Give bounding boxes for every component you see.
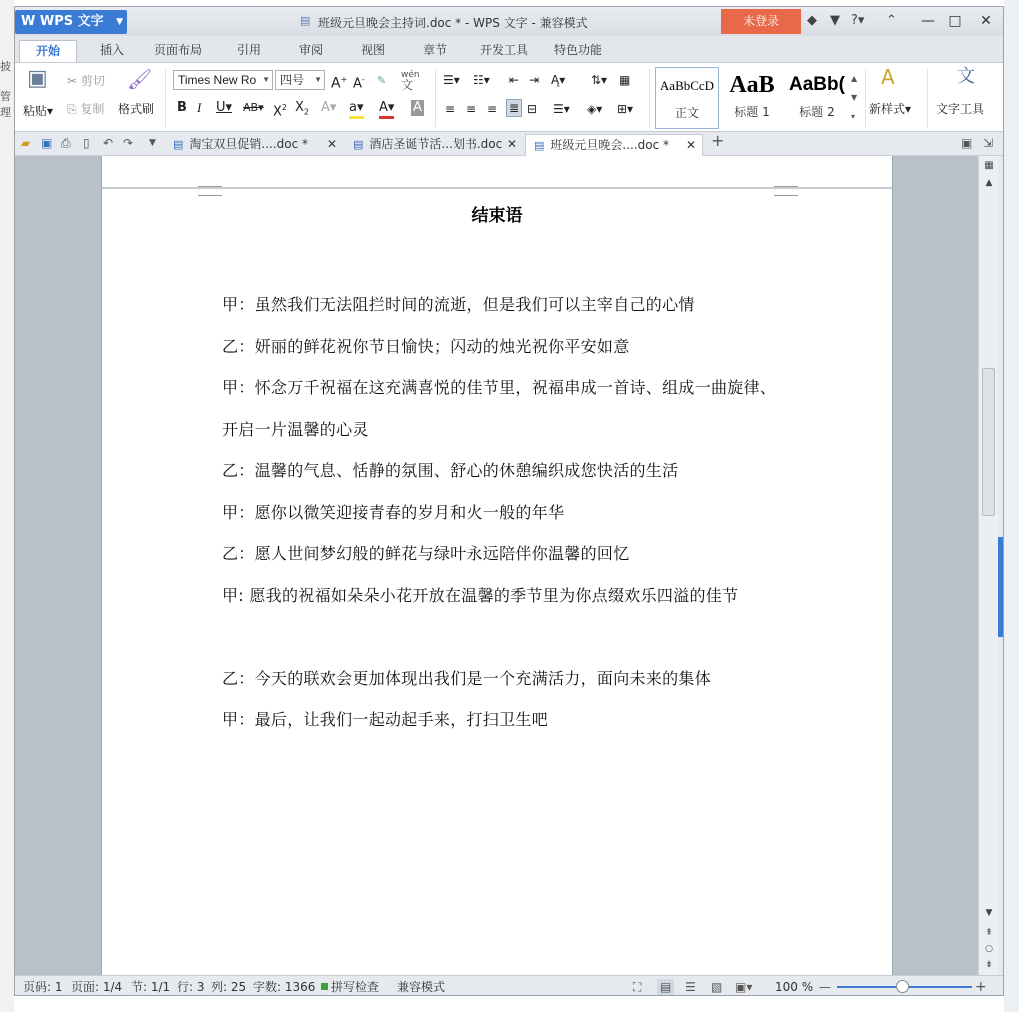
doc-tab[interactable]: ▤ 淘宝双旦促销....doc * ✕ — [165, 134, 343, 156]
justify-icon[interactable]: ≣ — [506, 99, 522, 117]
paragraph: 甲: 愿我的祝福如朵朵小花开放在温馨的季节里为你点缀欢乐四溢的佳节 — [222, 585, 739, 605]
paragraph: 乙：妍丽的鲜花祝你节日愉快；闪动的烛光祝你平安如意 — [222, 336, 630, 356]
window-title: 班级元旦晚会主持词.doc * - WPS 文字 - 兼容模式 — [318, 16, 588, 30]
scroll-down-icon[interactable]: ▼ — [985, 908, 993, 918]
help-icon[interactable]: ?▾ — [851, 13, 865, 28]
bullet-list-icon[interactable]: ☰▾ — [443, 73, 460, 87]
shrink-font-icon[interactable]: A- — [353, 75, 365, 92]
doc-tab[interactable]: ▤ 酒店圣诞节活...划书.doc ✕ — [345, 134, 523, 156]
style-normal[interactable]: AaBbCcD 正文 — [655, 67, 719, 129]
paste-icon[interactable]: ▣ — [27, 66, 48, 91]
divider — [927, 69, 928, 127]
distribute-icon[interactable]: ⊟ — [527, 102, 538, 116]
app-name: WPS 文字 — [39, 14, 104, 29]
strikethrough-icon[interactable]: AB▾ — [243, 101, 264, 114]
side-panel-toggle[interactable] — [998, 537, 1003, 637]
style-heading-1[interactable]: AaB 标题 1 — [721, 67, 783, 129]
doc-icon: ▤ — [534, 139, 545, 152]
print-icon[interactable]: ⎙ — [61, 136, 71, 150]
background-text: 披 — [0, 60, 11, 73]
underline-icon[interactable]: U▾ — [216, 100, 233, 115]
cut-button[interactable]: ✂ 剪切 — [67, 74, 105, 88]
text-tools-icon[interactable]: 文 — [957, 66, 975, 87]
zoom-out-icon[interactable]: — — [819, 980, 831, 994]
document-workspace — [15, 156, 1003, 975]
phonetic-guide-icon: 文 — [401, 78, 414, 92]
open-folder-icon[interactable]: ▰ — [21, 136, 31, 150]
print-preview-icon[interactable]: ▯ — [83, 136, 90, 150]
borders-icon[interactable]: ⊞▾ — [617, 102, 634, 116]
close-tab-icon[interactable]: ✕ — [326, 137, 337, 151]
tab-home[interactable]: 开始 — [19, 40, 77, 62]
spell-check-status-icon — [321, 983, 328, 990]
divider — [865, 69, 866, 127]
divider — [649, 69, 650, 127]
subscript-icon[interactable]: $X_2$ — [295, 100, 309, 117]
new-style-icon[interactable]: A — [881, 65, 895, 89]
new-tab-icon[interactable]: + — [711, 131, 725, 150]
page-break-line — [102, 187, 892, 189]
grow-font-icon[interactable]: A+ — [331, 75, 348, 92]
paragraph: 甲：怀念万千祝福在这充满喜悦的佳节里，祝福串成一首诗、组成一曲旋律、开启一片温馨的心灵 — [222, 378, 777, 439]
clear-format-icon[interactable]: ✎ — [377, 74, 387, 87]
text-effect-icon[interactable]: A▾ — [321, 100, 337, 115]
paragraph: 乙：温馨的气息、恬静的氛围、舒心的休憩编织成您快活的生活 — [222, 461, 679, 480]
divider — [165, 69, 166, 127]
tab-review[interactable]: 审阅 — [298, 43, 323, 57]
sort-icon[interactable]: ⇅▾ — [591, 73, 608, 87]
style-scroll-icon[interactable]: ▲ ▼ ▾ — [851, 74, 858, 121]
save-icon[interactable]: ▣ — [41, 136, 53, 150]
scissors-icon: ✂ — [67, 74, 81, 88]
prev-page-icon[interactable]: ⇞ — [985, 928, 993, 938]
maximize-button[interactable]: □ — [948, 13, 962, 29]
tab-special-features[interactable]: 特色功能 — [553, 43, 602, 57]
zoom-level[interactable]: 100 % — [775, 980, 814, 994]
chevron-down-icon: ▼ — [314, 75, 322, 84]
title-bar — [15, 7, 1003, 36]
app-menu-button[interactable] — [15, 10, 127, 34]
status-word-count[interactable]: 字数: 1366 — [253, 980, 316, 994]
doc-icon: ▤ — [353, 138, 364, 151]
skin-icon[interactable]: ◆ — [807, 13, 817, 28]
status-compat-mode: 兼容模式 — [397, 980, 446, 994]
background-text: 管理 — [0, 90, 11, 119]
spell-check-toggle[interactable]: 拼写检查 — [321, 979, 379, 995]
paragraph: 乙：今天的联欢会更加体现出我们是一个充满活力，面向未来的集体 — [222, 668, 712, 688]
tab-list-icon[interactable]: ▣ — [961, 136, 973, 150]
page-view-icon[interactable]: ▤ — [657, 979, 674, 995]
copy-icon: ⎘ — [67, 102, 81, 116]
font-name-select[interactable]: Times New Ro ▼ — [173, 70, 273, 90]
style-heading-2[interactable]: AaBb( 标题 2 — [785, 67, 849, 129]
chevron-down-icon: ▼ — [116, 17, 123, 27]
copy-button[interactable]: ⎘ 复制 — [67, 102, 105, 116]
full-screen-icon[interactable]: ⛶ — [633, 980, 642, 994]
status-section: 节: 1/1 — [131, 980, 171, 994]
minimize-button[interactable]: — — [921, 13, 935, 29]
background-window-fragment — [0, 0, 14, 1012]
tab-view[interactable]: 视图 — [360, 43, 385, 57]
wps-window — [14, 6, 1004, 996]
tab-options-icon[interactable]: ⇲ — [983, 136, 994, 150]
shirt-icon[interactable]: ▼ — [830, 13, 840, 28]
ribbon — [15, 62, 1003, 132]
status-page-count: 页面: 1/4 — [71, 980, 123, 994]
increase-indent-icon[interactable]: ⇥ — [529, 73, 540, 87]
numbered-list-icon[interactable]: ☷▾ — [473, 73, 490, 87]
browse-object-icon[interactable]: ○ — [985, 944, 993, 954]
tab-chapter[interactable]: 章节 — [422, 43, 447, 57]
status-bar — [15, 975, 1003, 996]
doc-icon: ▤ — [173, 138, 184, 151]
document-tab-bar — [15, 132, 1003, 156]
redo-icon[interactable]: ↷ — [123, 136, 134, 150]
vertical-scrollbar[interactable] — [978, 156, 998, 975]
split-view-icon[interactable]: ▦ — [984, 160, 994, 171]
zoom-slider-thumb[interactable] — [896, 980, 909, 993]
new-style-button[interactable]: 新样式▾ — [869, 102, 912, 116]
format-painter-button[interactable]: 格式刷 — [118, 102, 155, 116]
paragraph: 乙：愿人世间梦幻般的鲜花与绿叶永远陪伴你温馨的回忆 — [222, 544, 630, 563]
decrease-indent-icon[interactable]: ⇤ — [509, 73, 520, 87]
superscript-icon[interactable]: $X^2$ — [273, 103, 287, 120]
close-tab-icon[interactable]: ✕ — [506, 137, 517, 151]
paragraph-shading-icon[interactable]: ◈▾ — [587, 102, 603, 116]
align-right-icon[interactable]: ≡ — [487, 102, 498, 116]
align-left-icon[interactable]: ≡ — [445, 102, 456, 116]
document-icon: ▤ — [300, 14, 311, 27]
bold-icon[interactable]: B — [177, 100, 187, 115]
tab-developer[interactable]: 开发工具 — [479, 43, 528, 57]
text-direction-icon[interactable]: Ą▾ — [551, 73, 566, 87]
align-center-icon[interactable]: ≡ — [466, 102, 477, 116]
format-painter-icon[interactable]: 🖌 — [127, 67, 153, 91]
zoom-in-icon[interactable]: + — [975, 979, 987, 995]
collapse-ribbon-icon[interactable]: ⌃ — [886, 13, 897, 28]
scroll-thumb[interactable] — [982, 368, 995, 516]
status-column: 列: 25 — [211, 980, 247, 994]
wps-logo-icon: W — [21, 14, 40, 29]
login-button[interactable]: 未登录 — [721, 9, 801, 34]
quick-access-chevron-icon[interactable]: ▼ — [149, 138, 156, 148]
status-page-number: 页码: 1 — [23, 980, 63, 994]
paragraph: 甲：愿你以微笑迎接青春的岁月和火一般的年华 — [222, 502, 565, 522]
text-tools-button[interactable]: 文字工具 — [936, 102, 985, 116]
line-spacing-icon[interactable]: ☰▾ — [553, 102, 570, 116]
close-tab-icon[interactable]: ✕ — [685, 138, 696, 152]
tab-references[interactable]: 引用 — [236, 43, 261, 57]
menu-tabs — [15, 36, 1003, 62]
reading-view-icon[interactable]: ▣▾ — [735, 980, 753, 994]
close-button[interactable]: ✕ — [980, 13, 992, 29]
phonetic-guide-button[interactable]: wén — [401, 70, 420, 80]
status-row: 行: 3 — [177, 980, 205, 994]
background-window-fragment-right — [1004, 0, 1019, 1012]
highlight-icon[interactable]: a▾ — [349, 100, 364, 119]
doc-tab-active[interactable]: ▤ 班级元旦晚会....doc * ✕ — [525, 134, 703, 156]
paragraph: 甲：虽然我们无法阻拦时间的流逝，但是我们可以主宰自己的心情 — [222, 295, 695, 314]
table-icon[interactable]: ▦ — [619, 73, 631, 87]
tab-insert[interactable]: 插入 — [99, 43, 124, 57]
tab-page-layout[interactable]: 页面布局 — [153, 43, 202, 57]
document-page[interactable] — [101, 156, 893, 975]
font-size-select[interactable]: 四号 ▼ — [275, 70, 325, 90]
chevron-down-icon: ▼ — [262, 75, 270, 84]
web-view-icon[interactable]: ▧ — [711, 980, 723, 994]
paste-button[interactable]: 粘贴▾ — [23, 104, 54, 118]
font-color-icon[interactable]: A▾ — [379, 100, 394, 119]
paragraph: 甲：最后，让我们一起动起手来，打扫卫生吧 — [222, 710, 549, 729]
outline-view-icon[interactable]: ☰ — [685, 980, 696, 994]
italic-icon[interactable]: I — [197, 100, 202, 115]
scroll-up-icon[interactable]: ▲ — [985, 178, 993, 188]
document-heading: 结束语 — [471, 206, 523, 226]
undo-icon[interactable]: ↶ — [103, 136, 114, 150]
char-shading-icon[interactable]: A — [413, 100, 422, 115]
next-page-icon[interactable]: ⇟ — [985, 960, 993, 970]
divider — [435, 69, 436, 127]
